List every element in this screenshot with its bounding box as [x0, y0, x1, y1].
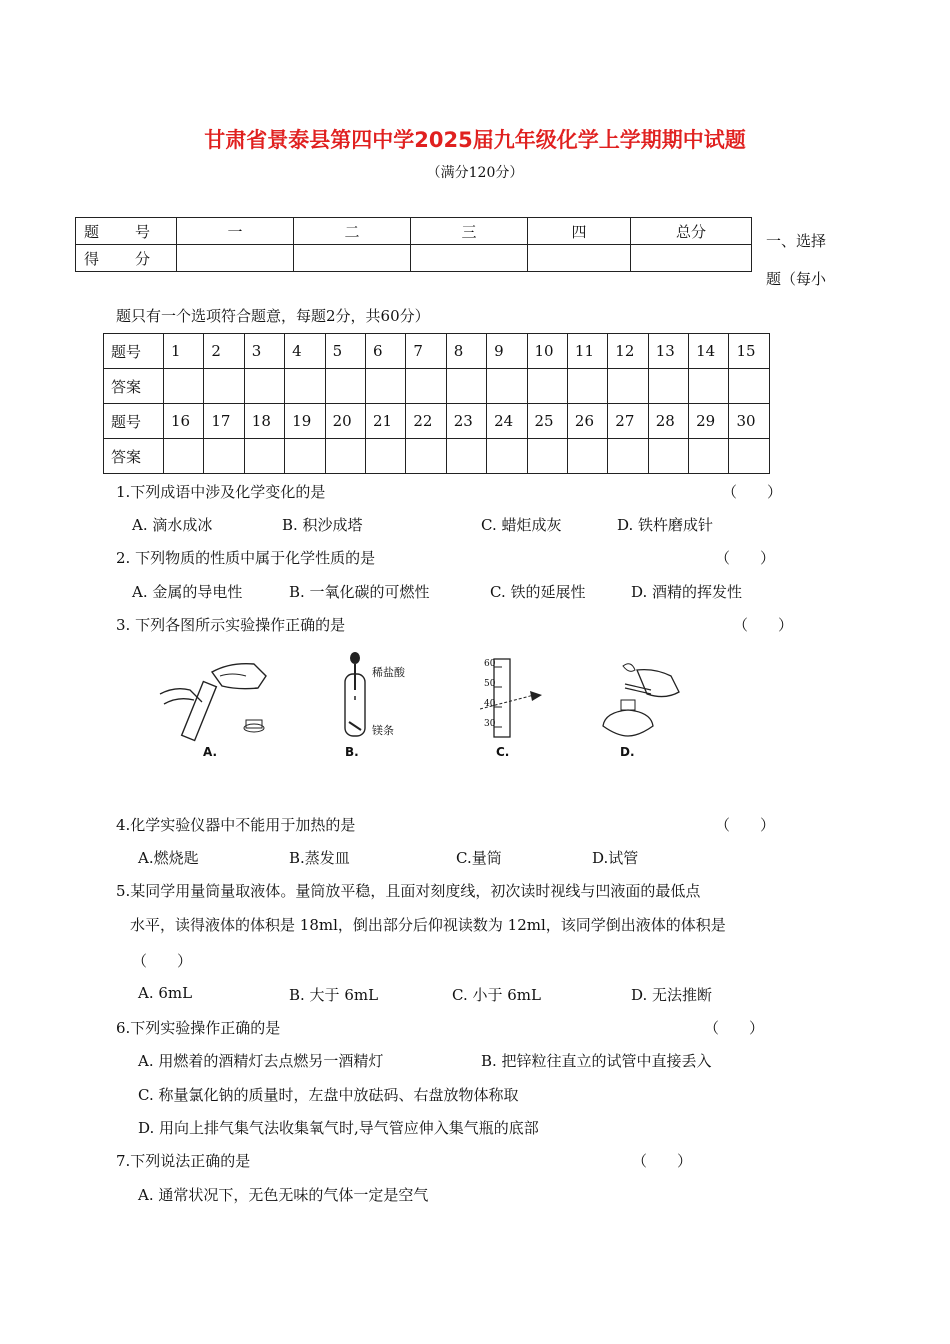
score-input-cell[interactable] [528, 245, 631, 272]
row-label: 题号 [104, 334, 164, 369]
section-heading-line1: 一、选择 [766, 232, 827, 250]
question-number: 19 [285, 404, 325, 439]
table-row [104, 439, 770, 474]
figure-d-alcohol-lamp [595, 660, 685, 740]
answer-cell[interactable] [487, 439, 527, 474]
question-number: 1 [164, 334, 204, 369]
answer-cell[interactable] [689, 439, 729, 474]
scale-label: 60 [484, 659, 496, 669]
question-number: 18 [244, 404, 284, 439]
answer-cell[interactable] [204, 439, 244, 474]
question-5-stem: 5.某同学用量筒量取液体。量筒放平稳，且面对刻度线，初次读时视线与凹液面的最低点 [116, 882, 701, 900]
answer-bracket: （ ） [733, 616, 794, 634]
table-cell: 四 [528, 218, 631, 245]
row-label: 答案 [104, 439, 164, 474]
answer-cell[interactable] [446, 369, 486, 404]
table-row [104, 334, 770, 369]
question-6-stem: 6.下列实验操作正确的是 [116, 1019, 281, 1037]
section-heading-line2: 题（每小 [766, 270, 827, 288]
option-c: C. 蜡炬成灰 [481, 516, 562, 534]
question-number: 29 [689, 404, 729, 439]
question-number: 27 [608, 404, 648, 439]
question-number: 23 [446, 404, 486, 439]
question-number: 24 [487, 404, 527, 439]
table-cell: 总分 [631, 218, 752, 245]
question-number: 8 [446, 334, 486, 369]
question-number: 3 [244, 334, 284, 369]
answer-cell[interactable] [365, 369, 405, 404]
answer-cell[interactable] [567, 439, 607, 474]
question-number: 28 [648, 404, 688, 439]
question-number: 10 [527, 334, 567, 369]
answer-cell[interactable] [527, 439, 567, 474]
option-d: D. 酒精的挥发性 [631, 583, 743, 601]
answer-cell[interactable] [244, 439, 284, 474]
option-a: A. 滴水成冰 [132, 516, 213, 534]
answer-cell[interactable] [285, 439, 325, 474]
answer-cell[interactable] [729, 439, 770, 474]
table-cell: 三 [411, 218, 528, 245]
scale-label: 30 [484, 719, 496, 729]
table-row [76, 218, 752, 245]
question-number: 15 [729, 334, 770, 369]
figure-a-pouring [150, 650, 280, 745]
answer-cell[interactable] [406, 439, 446, 474]
option-b: B.蒸发皿 [289, 849, 350, 867]
figure-b-dropper [335, 650, 375, 745]
answer-cell[interactable] [689, 369, 729, 404]
question-number: 21 [365, 404, 405, 439]
option-c: C. 称量氯化钠的质量时，左盘中放砝码、右盘放物体称取 [138, 1086, 519, 1104]
question-1-stem: 1.下列成语中涉及化学变化的是 [116, 483, 326, 501]
score-input-cell[interactable] [177, 245, 294, 272]
question-7-stem: 7.下列说法正确的是 [116, 1152, 251, 1170]
option-b: B. 一氧化碳的可燃性 [289, 583, 430, 601]
question-number: 20 [325, 404, 365, 439]
answer-cell[interactable] [365, 439, 405, 474]
score-table [75, 217, 752, 272]
question-number: 7 [406, 334, 446, 369]
section-heading-line3: 题只有一个选项符合题意，每题2分，共60分） [116, 307, 430, 325]
option-c: C. 铁的延展性 [490, 583, 586, 601]
option-b: B. 大于 6mL [289, 986, 379, 1004]
question-5-stem-cont: 水平，读得液体的体积是 18ml，倒出部分后仰视读数为 12ml，该同学倒出液体的体积是 [130, 916, 726, 934]
question-number: 26 [567, 404, 607, 439]
question-number: 4 [285, 334, 325, 369]
option-b: B. 把锌粒往直立的试管中直接丢入 [481, 1052, 712, 1070]
question-number: 9 [487, 334, 527, 369]
answer-cell[interactable] [487, 369, 527, 404]
question-3-stem: 3. 下列各图所示实验操作正确的是 [116, 616, 346, 634]
answer-cell[interactable] [648, 439, 688, 474]
figure-d-label: D. [620, 745, 635, 759]
answer-bracket: （ ） [704, 1019, 765, 1037]
option-a: A.燃烧匙 [138, 849, 199, 867]
scale-label: 50 [484, 679, 496, 689]
score-input-cell[interactable] [411, 245, 528, 272]
option-a: A. 金属的导电性 [132, 583, 243, 601]
figure-b-label: B. [345, 745, 359, 759]
answer-cell[interactable] [527, 369, 567, 404]
question-4-stem: 4.化学实验仪器中不能用于加热的是 [116, 816, 356, 834]
question-number: 11 [567, 334, 607, 369]
option-a: A. 6mL [138, 984, 193, 1002]
answer-cell[interactable] [325, 439, 365, 474]
question-number: 17 [204, 404, 244, 439]
score-input-cell[interactable] [631, 245, 752, 272]
option-d: D. 无法推断 [631, 986, 713, 1004]
table-row [104, 404, 770, 439]
row-label: 题号 [104, 404, 164, 439]
table-cell: 一 [177, 218, 294, 245]
answer-cell[interactable] [446, 439, 486, 474]
page-title: 甘肃省景泰县第四中学2025届九年级化学上学期期中试题 [204, 128, 746, 152]
answer-cell[interactable] [608, 369, 648, 404]
table-cell: 题 号 [76, 218, 177, 245]
figure-c-label: C. [496, 745, 510, 759]
table-cell: 二 [294, 218, 411, 245]
answer-bracket: （ ） [715, 816, 776, 834]
answer-bracket: （ ） [632, 1152, 693, 1170]
option-d: D. 用向上排气集气法收集氧气时,导气管应伸入集气瓶的底部 [138, 1119, 539, 1137]
answer-cell[interactable] [648, 369, 688, 404]
answer-cell[interactable] [729, 369, 770, 404]
option-d: D.试管 [592, 849, 639, 867]
question-number: 2 [204, 334, 244, 369]
question-number: 13 [648, 334, 688, 369]
option-b: B. 积沙成塔 [282, 516, 363, 534]
answer-table [103, 333, 770, 474]
question-number: 12 [608, 334, 648, 369]
scale-label: 40 [484, 699, 496, 709]
label-magnesium: 镁条 [372, 724, 394, 737]
answer-cell[interactable] [406, 369, 446, 404]
question-number: 14 [689, 334, 729, 369]
figure-a-label: A. [203, 745, 218, 759]
option-c: C. 小于 6mL [452, 986, 541, 1004]
answer-bracket: （ ） [132, 952, 193, 970]
answer-cell[interactable] [164, 439, 204, 474]
question-number: 6 [365, 334, 405, 369]
answer-cell[interactable] [608, 439, 648, 474]
answer-cell[interactable] [285, 369, 325, 404]
score-input-cell[interactable] [294, 245, 411, 272]
answer-cell[interactable] [204, 369, 244, 404]
question-number: 22 [406, 404, 446, 439]
question-number: 16 [164, 404, 204, 439]
table-cell: 得 分 [76, 245, 177, 272]
answer-cell[interactable] [244, 369, 284, 404]
question-number: 5 [325, 334, 365, 369]
label-dilute-acid: 稀盐酸 [372, 666, 405, 679]
table-row [76, 245, 752, 272]
option-a: A. 用燃着的酒精灯去点燃另一酒精灯 [138, 1052, 384, 1070]
table-row [104, 369, 770, 404]
answer-bracket: （ ） [715, 549, 776, 567]
answer-cell[interactable] [325, 369, 365, 404]
answer-bracket: （ ） [722, 483, 783, 501]
question-number: 25 [527, 404, 567, 439]
question-2-stem: 2. 下列物质的性质中属于化学性质的是 [116, 549, 376, 567]
full-score-note: （满分120分） [426, 165, 524, 181]
question-number: 30 [729, 404, 770, 439]
row-label: 答案 [104, 369, 164, 404]
option-c: C.量筒 [456, 849, 502, 867]
answer-cell[interactable] [567, 369, 607, 404]
option-d: D. 铁杵磨成针 [617, 516, 714, 534]
option-a: A. 通常状况下，无色无味的气体一定是空气 [138, 1186, 429, 1204]
answer-cell[interactable] [164, 369, 204, 404]
